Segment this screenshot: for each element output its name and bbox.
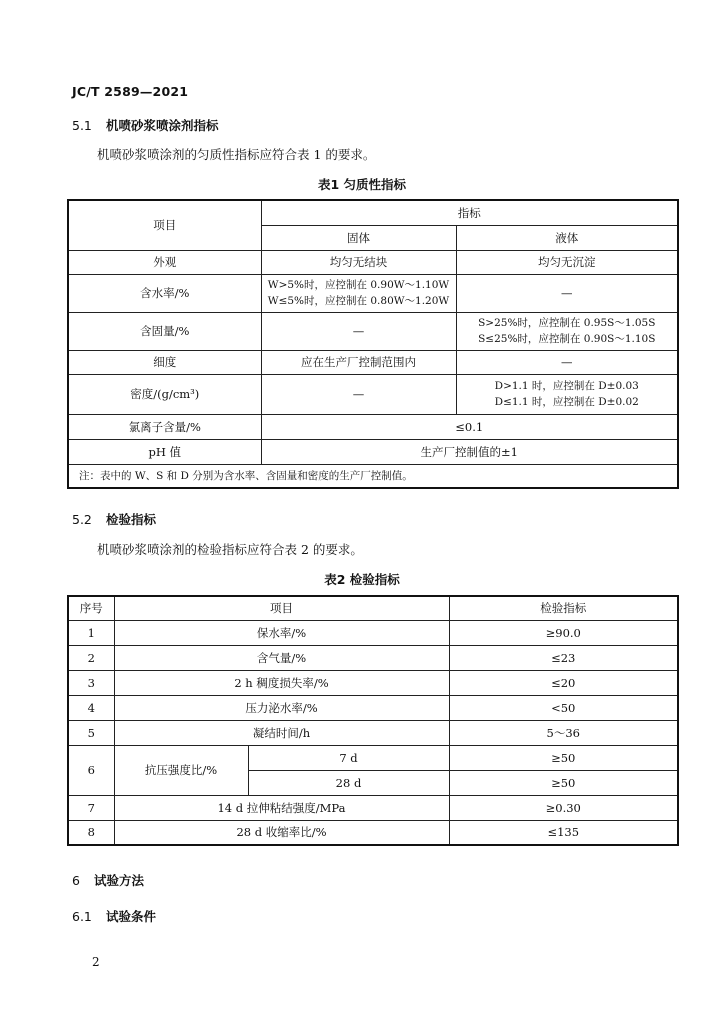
section-5-1-heading	[72, 116, 219, 134]
table1-liquid: —	[456, 274, 678, 312]
table-row	[68, 720, 678, 745]
table-row	[68, 645, 678, 670]
table1-solid	[261, 274, 456, 312]
table2-item: 保水率/%	[114, 620, 449, 645]
table2-no: 3	[68, 670, 114, 695]
table2-value: 5～36	[449, 720, 678, 745]
table2-item: 抗压强度比/%	[114, 745, 248, 795]
section-number: 5.1	[72, 118, 92, 133]
table1-value: ≤0.1	[261, 414, 678, 439]
table-row	[68, 439, 678, 464]
table-row	[68, 820, 678, 845]
section-5-2-heading	[72, 510, 156, 528]
table-row	[68, 795, 678, 820]
table2-value: ≥0.30	[449, 795, 678, 820]
section-number: 5.2	[72, 512, 92, 527]
table1-item: 含水率/%	[68, 274, 261, 312]
table-row	[68, 312, 678, 350]
table2-item: 14 d 拉伸粘结强度/MPa	[114, 795, 449, 820]
table1-solid: 均匀无结块	[261, 250, 456, 274]
table2-item: 2 h 稠度损失率/%	[114, 670, 449, 695]
table1-liquid: —	[456, 350, 678, 374]
table2-no: 6	[68, 745, 114, 795]
table1-liquid-line: D≤1.1 时，应控制在 D±0.02	[494, 396, 639, 408]
table-row	[68, 274, 678, 312]
table1-liquid	[456, 312, 678, 350]
table2-value: ≥90.0	[449, 620, 678, 645]
table2-item: 压力泌水率/%	[114, 695, 449, 720]
table-row	[68, 620, 678, 645]
table1-solid: —	[261, 374, 456, 414]
table-row	[68, 250, 678, 274]
table1-item: 密度/(g/cm³)	[68, 374, 261, 414]
page-number: 2	[92, 955, 100, 969]
table1-header-item: 项目	[68, 200, 261, 250]
table1-solid-line: W>5%时，应控制在 0.90W～1.10W	[267, 279, 450, 291]
table-row	[68, 414, 678, 439]
section-6-heading	[72, 871, 144, 889]
section-number: 6.1	[72, 909, 92, 924]
table2-value: ≥50	[449, 770, 678, 795]
table2-item: 凝结时间/h	[114, 720, 449, 745]
table2-no: 2	[68, 645, 114, 670]
section-title: 试验条件	[106, 909, 157, 924]
table2-header-no: 序号	[68, 596, 114, 620]
table1-solid: 应在生产厂控制范围内	[261, 350, 456, 374]
section-title: 机喷砂浆喷涂剂指标	[106, 118, 219, 133]
table-row	[68, 695, 678, 720]
table1-solid: —	[261, 312, 456, 350]
table2-value: <50	[449, 695, 678, 720]
table2	[67, 595, 679, 846]
table1-liquid-line: D>1.1 时，应控制在 D±0.03	[494, 380, 639, 392]
table1-liquid: 均匀无沉淀	[456, 250, 678, 274]
table1-caption: 表1 匀质性指标	[317, 177, 407, 192]
section-5-2-text: 机喷砂浆喷涂剂的检验指标应符合表 2 的要求。	[97, 542, 363, 557]
table2-value: ≤20	[449, 670, 678, 695]
table-row	[68, 670, 678, 695]
table1-solid-line: W≤5%时，应控制在 0.80W～1.20W	[267, 295, 450, 307]
table-row	[68, 374, 678, 414]
section-title: 试验方法	[94, 873, 145, 888]
table1	[67, 199, 679, 489]
section-6-1-heading	[72, 907, 156, 925]
table2-value: ≤135	[449, 820, 678, 845]
table1-header-indicator: 指标	[261, 200, 678, 225]
table1-liquid	[456, 374, 678, 414]
table1-item: 细度	[68, 350, 261, 374]
table2-caption: 表2 检验指标	[324, 572, 400, 587]
table1-liquid-line: S≤25%时，应控制在 0.90S～1.10S	[478, 333, 656, 345]
table1-header-liquid: 液体	[456, 225, 678, 250]
table2-item: 28 d 收缩率比/%	[114, 820, 449, 845]
standard-code: JC/T 2589—2021	[72, 84, 189, 99]
table2-age: 28 d	[248, 770, 449, 795]
table2-value: ≥50	[449, 745, 678, 770]
table1-liquid-line: S>25%时，应控制在 0.95S～1.05S	[478, 317, 656, 329]
table2-no: 1	[68, 620, 114, 645]
table2-age: 7 d	[248, 745, 449, 770]
table-row	[68, 745, 678, 770]
table2-item: 含气量/%	[114, 645, 449, 670]
table2-no: 7	[68, 795, 114, 820]
table1-item: 含固量/%	[68, 312, 261, 350]
table1-note: 注：表中的 W、S 和 D 分别为含水率、含固量和密度的生产厂控制值。	[68, 464, 678, 488]
table1-value: 生产厂控制值的±1	[261, 439, 678, 464]
table2-no: 4	[68, 695, 114, 720]
table2-no: 5	[68, 720, 114, 745]
table1-item: 氯离子含量/%	[68, 414, 261, 439]
table1-item: 外观	[68, 250, 261, 274]
section-number: 6	[72, 873, 80, 888]
table2-header-indicator: 检验指标	[449, 596, 678, 620]
table2-value: ≤23	[449, 645, 678, 670]
table-row	[68, 350, 678, 374]
section-title: 检验指标	[106, 512, 157, 527]
section-5-1-text: 机喷砂浆喷涂剂的匀质性指标应符合表 1 的要求。	[97, 147, 376, 162]
table1-header-solid: 固体	[261, 225, 456, 250]
table2-header-item: 项目	[114, 596, 449, 620]
table1-item: pH 值	[68, 439, 261, 464]
table2-no: 8	[68, 820, 114, 845]
